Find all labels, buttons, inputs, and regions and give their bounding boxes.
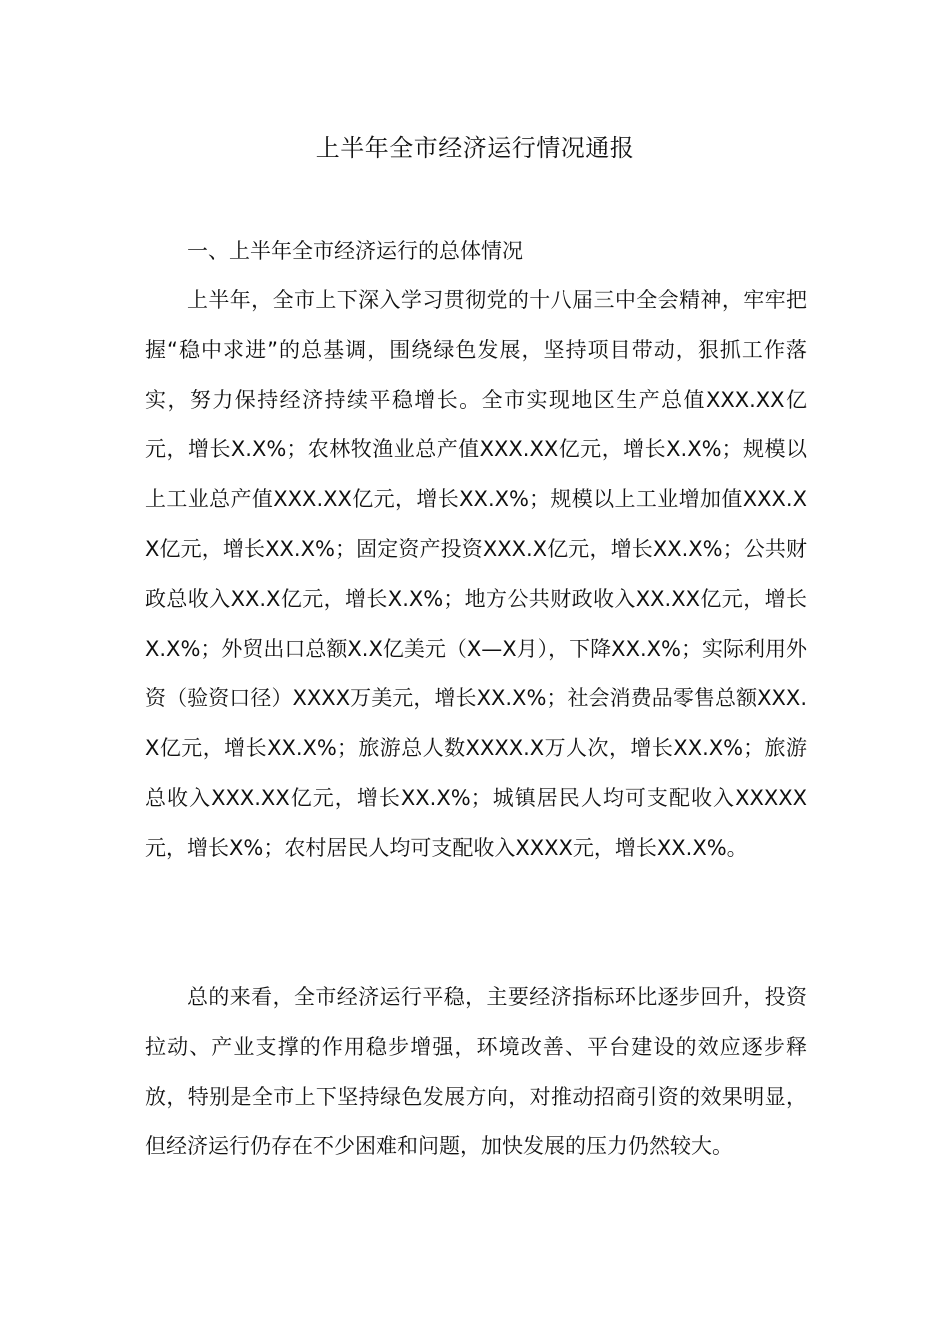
section-heading: 一、上半年全市经济运行的总体情况: [187, 239, 523, 263]
paragraph-economic-indicators: 上半年，全市上下深入学习贯彻党的十八届三中全会精神，牢牢把握“稳中求进”的总基调，围绕绿色发展，坚持项目带动，狠抓工作落实，努力保持经济持续平稳增长。全市实现地区生产总值XXX.XX亿元，增长X.X%；农林牧渔业总产值XXX.XX亿元，增长X.X%；规模以上工业总产值XXX.XX亿元，增长XX.X%；规模以上工业增加值XXX.XX亿元，增长XX.X%；固定资产投资XXX.X亿元，增长XX.X%；公共财政总收入XX.X亿元，增长X.X%；地方公共财政收入XX.XX亿元，增长X.X%；外贸出口总额X.X亿美元（X—X月），下降XX.X%；实际利用外资（验资口径）XXXX万美元，增长XX.X%；社会消费品零售总额XXX.X亿元，增长XX.X%；旅游总人数XXXX.X万人次，增长XX.X%；旅游总收入XXX.XX亿元，增长XX.X%；城镇居民人均可支配收入XXXXX元，增长X%；农村居民人均可支配收入XXXX元，增长XX.X%。: [145, 288, 807, 860]
document-title: 上半年全市经济运行情况通报: [315, 134, 635, 162]
paragraph-summary: 总的来看，全市经济运行平稳，主要经济指标环比逐步回升，投资拉动、产业支撑的作用稳步增强，环境改善、平台建设的效应逐步释放，特别是全市上下坚持绿色发展方向，对推动招商引资的效果明显，但经济运行仍存在不少困难和问题，加快发展的压力仍然较大。: [145, 985, 807, 1159]
